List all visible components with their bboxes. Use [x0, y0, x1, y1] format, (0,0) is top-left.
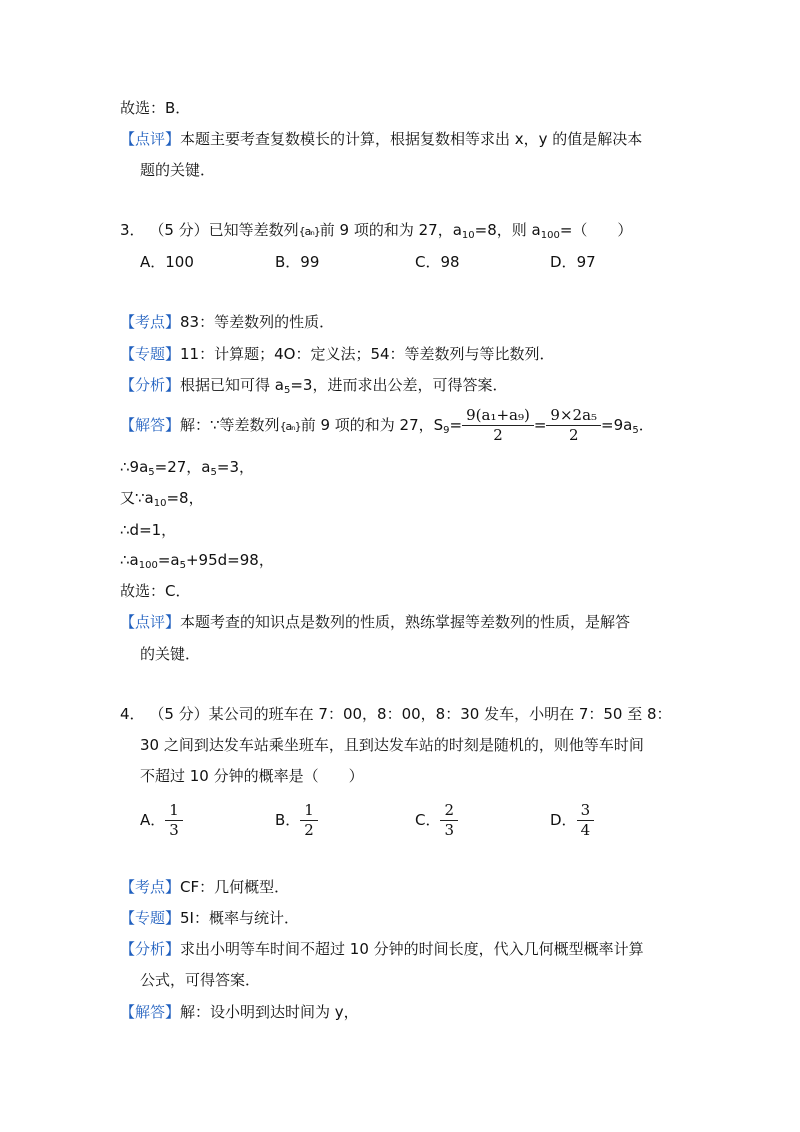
- q4-number: 4．: [120, 705, 145, 723]
- option-label: A．: [140, 253, 166, 271]
- option-label: D．: [550, 253, 577, 271]
- q4-option-a: [140, 800, 183, 840]
- q3-fenxi: [120, 374, 507, 399]
- q3-stem-text: 已知等差数列: [208, 221, 299, 239]
- jieda-text: =9a: [601, 416, 633, 434]
- review-text: 本题主要考查复数模长的计算，根据复数相等求出 x，y 的值是解决本: [180, 130, 643, 148]
- q3-option-d: [550, 251, 596, 273]
- option-fraction: [167, 802, 181, 839]
- q3-score: （5 分）: [149, 221, 209, 239]
- q3-option-c: [415, 251, 460, 273]
- option-value: 100: [165, 253, 194, 271]
- kaodian-text: 83：等差数列的性质．: [180, 313, 335, 331]
- q4-fenxi: [120, 938, 644, 960]
- fraction-numerator: 2: [444, 801, 455, 819]
- step-text: =27，a: [154, 458, 211, 476]
- q4-options: [0, 800, 800, 840]
- subscript: 5: [179, 560, 186, 571]
- fraction-denominator: 2: [546, 425, 601, 444]
- q4-kaodian: [120, 876, 289, 898]
- fenxi-text: 根据已知可得 a: [180, 376, 284, 394]
- fraction-denominator: 3: [165, 820, 183, 839]
- q2-answer: 故选：B．: [120, 99, 191, 117]
- subscript: 9: [443, 425, 450, 436]
- zhuanti-tag: 【专题】: [120, 345, 181, 363]
- zhuanti-text: 11：计算题；4O：定义法；54：等差数列与等比数列．: [180, 345, 555, 363]
- q4-stem: [120, 703, 672, 725]
- kaodian-tag: 【考点】: [120, 878, 181, 896]
- simplified-fraction: [548, 407, 599, 444]
- review-tag: 【点评】: [120, 130, 181, 148]
- q4-option-b: [275, 800, 318, 840]
- subscript: 10: [461, 230, 475, 241]
- fraction-numerator: 1: [169, 801, 179, 819]
- q4-jieda: [120, 1001, 359, 1023]
- jieda-text: 解：∵等差数列: [180, 416, 280, 434]
- jieda-text: ．: [638, 416, 654, 434]
- q3-stem-text: 前 9 项的和为 27，a: [319, 221, 462, 239]
- subscript: 5: [632, 425, 639, 436]
- step-text: ∴a: [120, 551, 139, 569]
- q3-seq: {aₙ}: [298, 225, 320, 238]
- subscript: 10: [153, 498, 167, 509]
- fenxi-text: 求出小明等车时间不超过 10 分钟的时间长度，代入几何概型概率计算: [180, 940, 644, 958]
- q4-score: （5 分）: [149, 705, 209, 723]
- q3-step4: [120, 549, 274, 574]
- q4-fenxi-cont: 公式，可得答案．: [140, 971, 261, 989]
- q3-option-b: [275, 251, 319, 273]
- q3-number: 3．: [120, 221, 145, 239]
- option-label: D．: [550, 811, 577, 829]
- q4-stem-line2: 30 之间到达发车站乘坐班车，且到达发车站的时刻是随机的，则他等车时间: [140, 736, 644, 754]
- fraction-numerator: 1: [304, 801, 314, 819]
- option-label: C．: [415, 253, 441, 271]
- q3-step2: [120, 487, 204, 512]
- fenxi-tag: 【分析】: [120, 376, 181, 394]
- fraction-denominator: 2: [462, 425, 534, 444]
- q3-jieda: 【解答】解：∵等差数列{aₙ}前 9 项的和为 27，$S_9=$ $\frac{\text{9(a₁+a₉)}}{2}$ = $\frac{\text{9×2a₅}}{2}$ $=9a_5$．: [120, 406, 654, 444]
- step-text: +95d=98，: [185, 551, 274, 569]
- fraction-numerator: 9(a₁+a₉): [466, 406, 530, 424]
- option-value: 97: [576, 253, 596, 271]
- option-value: 98: [440, 253, 460, 271]
- q4-option-d: [550, 800, 594, 840]
- q3-zhuanti: [120, 343, 555, 365]
- q3-stem: [120, 219, 632, 244]
- q4-stem-line3: 不超过 10 分钟的概率是（ ）: [140, 767, 364, 785]
- review-tag: 【点评】: [120, 613, 181, 631]
- kaodian-tag: 【考点】: [120, 313, 181, 331]
- fraction-numerator: 3: [580, 801, 591, 819]
- jieda-text: 前 9 项的和为 27，S: [300, 416, 444, 434]
- jieda-text: 解：设小明到达时间为 y，: [180, 1003, 359, 1021]
- option-label: B．: [275, 253, 301, 271]
- q3-stem-text: =8，则 a: [474, 221, 541, 239]
- zhuanti-text: 5I：概率与统计．: [180, 909, 299, 927]
- fenxi-text: =3，进而求出公差，可得答案．: [290, 376, 508, 394]
- subscript: 100: [138, 560, 158, 571]
- step-text: 又∵a: [120, 489, 154, 507]
- option-label: B．: [275, 811, 301, 829]
- subscript: 5: [283, 385, 291, 396]
- jieda-tag: 【解答】: [120, 416, 181, 434]
- fraction-denominator: 4: [577, 820, 595, 839]
- sum-fraction: [464, 407, 532, 444]
- option-label: C．: [415, 811, 441, 829]
- review-text: 本题考查的知识点是数列的性质，熟练掌握等差数列的性质，是解答: [180, 613, 631, 631]
- subscript: 100: [540, 230, 560, 241]
- fraction-numerator: 9×2a₅: [550, 406, 598, 424]
- step-text: =3，: [216, 458, 255, 476]
- q3-options: [0, 251, 800, 273]
- option-fraction: [302, 802, 316, 839]
- fraction-denominator: 3: [440, 820, 458, 839]
- q3-stem-text: =（ ）: [559, 221, 633, 239]
- option-label: A．: [140, 811, 166, 829]
- option-fraction: [442, 802, 456, 839]
- jieda-seq: {aₙ}: [279, 420, 301, 433]
- jieda-tag: 【解答】: [120, 1003, 181, 1021]
- option-value: 99: [300, 253, 320, 271]
- kaodian-text: CF：几何概型．: [180, 878, 290, 896]
- q3-step3: ∴d=1，: [120, 521, 177, 539]
- q3-option-a: [140, 251, 194, 273]
- fraction-denominator: 2: [300, 820, 318, 839]
- step-text: =a: [157, 551, 180, 569]
- step-text: ∴9a: [120, 458, 149, 476]
- subscript: 5: [148, 467, 155, 478]
- q3-step1: [120, 456, 254, 481]
- q4-zhuanti: [120, 907, 299, 929]
- q2-review: [120, 128, 642, 150]
- fenxi-tag: 【分析】: [120, 940, 181, 958]
- q4-stem-text: 某公司的班车在 7：00，8：00，8：30 发车，小明在 7：50 至 8：: [208, 705, 672, 723]
- q3-kaodian: [120, 311, 334, 333]
- subscript: 5: [210, 467, 217, 478]
- q3-review: [120, 611, 630, 633]
- zhuanti-tag: 【专题】: [120, 909, 181, 927]
- q2-review-cont: 题的关键．: [140, 161, 216, 179]
- q4-option-c: [415, 800, 458, 840]
- q3-answer: 故选：C．: [120, 582, 191, 600]
- option-fraction: [579, 802, 593, 839]
- step-text: =8，: [166, 489, 204, 507]
- q3-review-cont: 的关键．: [140, 645, 201, 663]
